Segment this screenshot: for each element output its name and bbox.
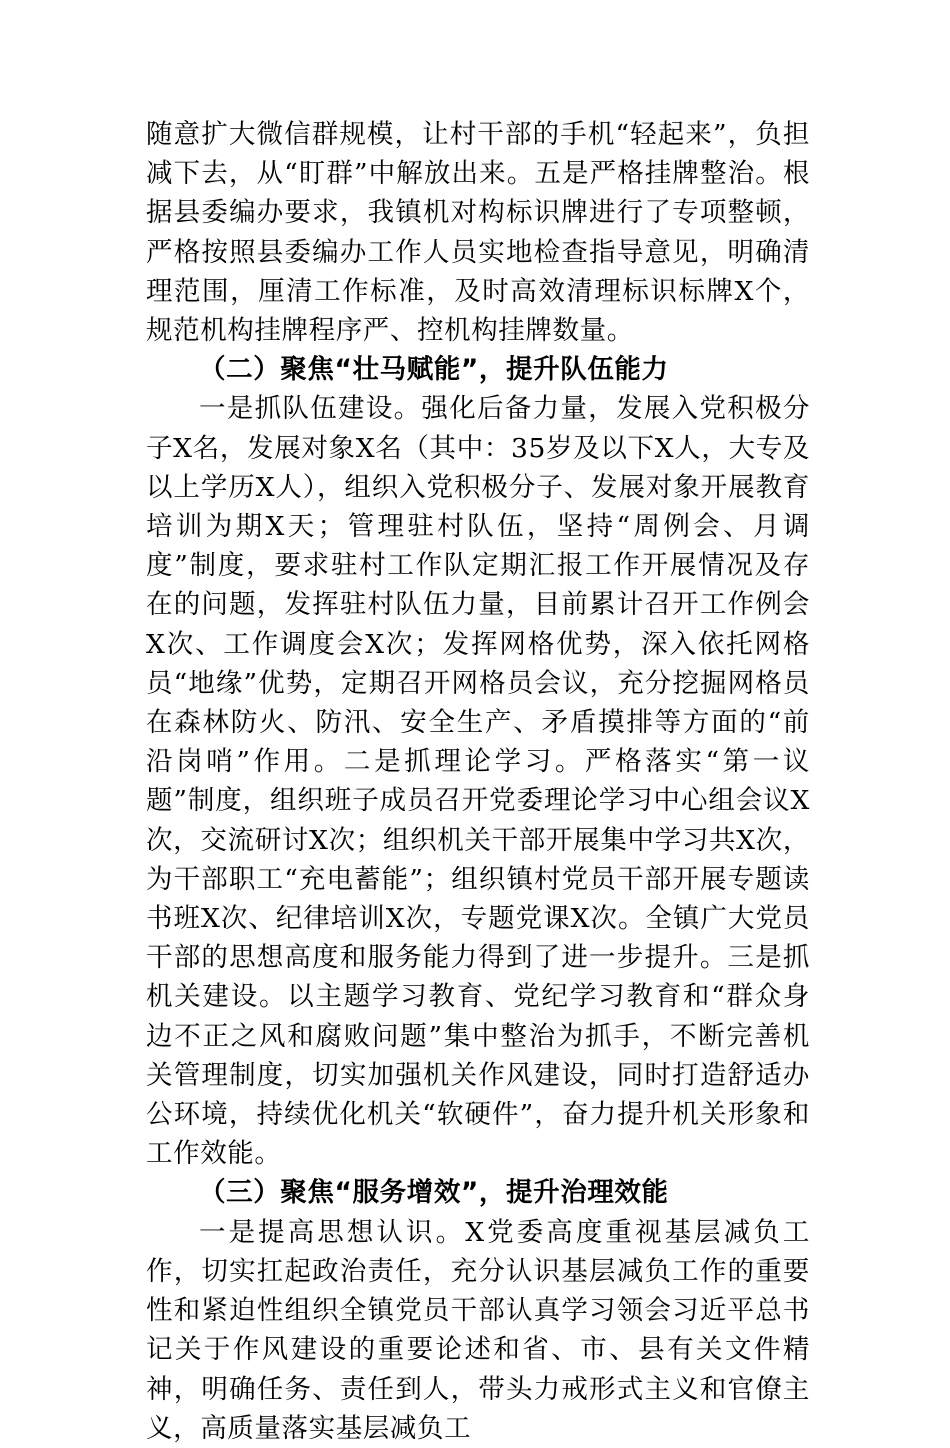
paragraph-continued: 随意扩大微信群规模，让村干部的手机“轻起来”，负担减下去，从“盯群”中解放出来。五是严格挂牌整治。根据县委编办要求，我镇机对构标识牌进行了专项整顿，严格按照县委编办工作人员实地检查指导意见，明确清理范围，厘清工作标准，及时高效清理标识标牌X个，规范机构挂牌程序严、控机构挂牌数量。 [146, 119, 810, 347]
document-body [146, 115, 810, 1448]
paragraph-team-building: 一是抓队伍建设。强化后备力量，发展入党积极分子X名，发展对象X名（其中：35岁及以下X人，大专及以上学历X人），组织入党积极分子、发展对象开展教育培训为期X天；管理驻村队伍，坚持“周例会、月调度”制度，要求驻村工作队定期汇报工作开展情况及存在的问题，发挥驻村队伍力量，目前累计召开工作例会X次、工作调度会X次；发挥网格优势，深入依托网格员“地缘”优势，定期召开网格员会议，充分挖掘网格员在森林防火、防汛、安全生产、矛盾摸排等方面的“前沿岗哨”作用。二是抓理论学习。严格落实“第一议题”制度，组织班子成员召开党委理论学习中心组会议X次，交流研讨X次；组织机关干部开展集中学习共X次，为干部职工“充电蓄能”；组织镇村党员干部开展专题读书班X次、纪律培训X次，专题党课X次。全镇广大党员干部的思想高度和服务能力得到了进一步提升。三是抓机关建设。以主题学习教育、党纪学习教育和“群众身边不正之风和腐败问题”集中整治为抓手，不断完善机关管理制度，切实加强机关作风建设，同时打造舒适办公环境，持续优化机关“软硬件”，奋力提升机关形象和工作效能。 [146, 393, 810, 1170]
section-heading-3: （三）聚焦“服务增效”，提升治理效能 [199, 1177, 669, 1209]
section-heading-2: （二）聚焦“壮马赋能”，提升队伍能力 [199, 354, 669, 386]
paragraph-governance: 一是提高思想认识。X党委高度重视基层减负工作，切实扛起政治责任，充分认识基层减负工作的重要性和紧迫性组织全镇党员干部认真学习领会习近平总书记关于作风建设的重要论述和省、市、县有关文件精神，明确任务、责任到人，带头力戒形式主义和官僚主义，高质量落实基层减负工 [146, 1216, 810, 1444]
